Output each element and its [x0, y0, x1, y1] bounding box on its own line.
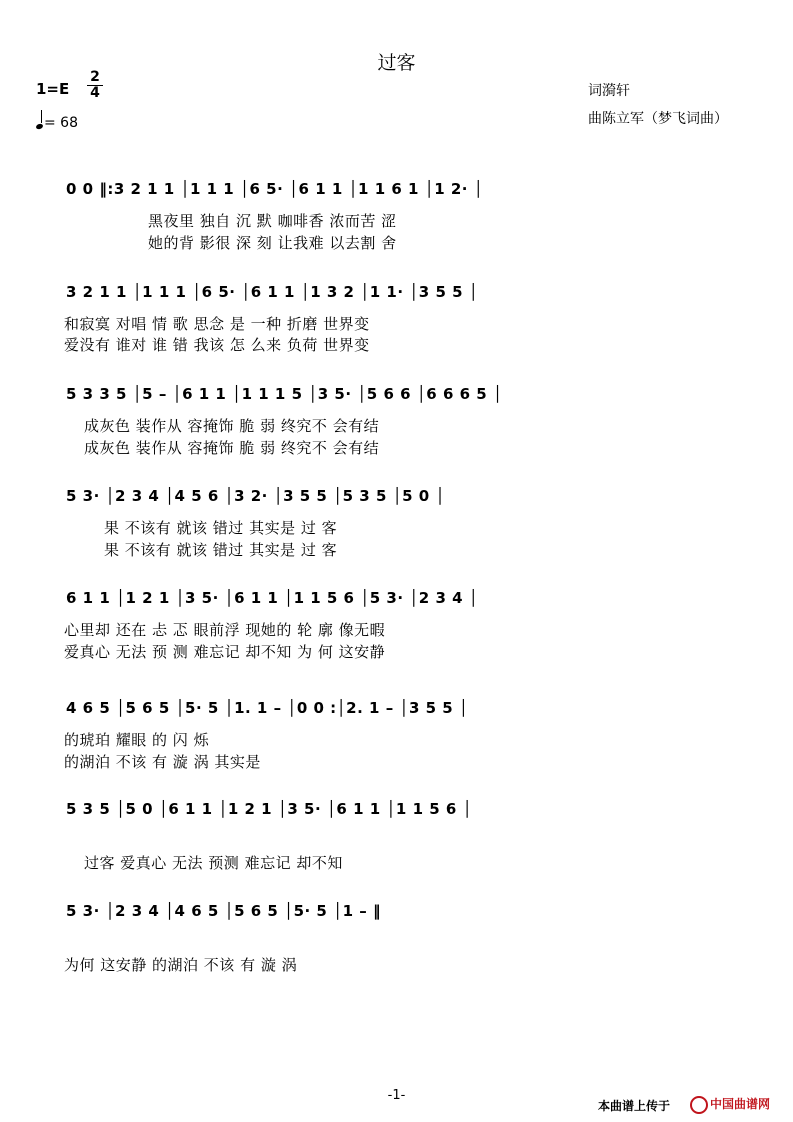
- lyric-line: 心里却 还在 忐 忑 眼前浮 现她的 轮 廓 像无暇: [64, 621, 386, 639]
- lyric-line: 和寂寞 对唱 情 歌 思念 是 一种 折磨 世界变: [64, 315, 370, 333]
- notation-line-8: [0, 902, 793, 932]
- lyric-line: 果 不该有 就该 错过 其实是 过 客: [104, 541, 338, 559]
- lyric-line: 的琥珀 耀眼 的 闪 烁: [64, 731, 210, 749]
- notation-line-4: [0, 487, 793, 517]
- key-signature: 1=E: [36, 80, 70, 98]
- tempo-marking: [36, 114, 78, 131]
- lyric-line: 她的背 影很 深 刻 让我难 以去割 舍: [148, 234, 397, 252]
- notes-text: 0 0 ‖:3 2 1 1 │1 1 1 │6 5· │6 1 1 │1 1 6 1 │1 2· │: [66, 180, 484, 198]
- notation-line-1: [0, 180, 793, 210]
- notes-text: 5 3· │2 3 4 │4 5 6 │3 2· │3 5 5 │5 3 5 │5 0 │: [66, 487, 445, 505]
- notes-text: 4 6 5 │5 6 5 │5· 5 │1. 1 – │0 0 :│2. 1 – │3 5 5 │: [66, 699, 469, 717]
- lyric-line: 爱没有 谁对 谁 错 我该 怎 么来 负荷 世界变: [64, 336, 370, 354]
- lyricist-credit: 词漪轩: [588, 83, 630, 99]
- notes-text: 5 3 5 │5 0 │6 1 1 │1 2 1 │3 5· │6 1 1 │1 1 5 6 │: [66, 800, 473, 818]
- song-title: 过客: [377, 52, 416, 74]
- site-name: 中国曲谱网: [710, 1097, 771, 1111]
- quarter-note-icon: [35, 123, 43, 130]
- site-logo-icon: [690, 1096, 708, 1114]
- tempo-value: = 68: [44, 115, 78, 131]
- lyric-line: 成灰色 装作从 容掩饰 脆 弱 终究不 会有结: [84, 417, 380, 435]
- notation-line-3: [0, 385, 793, 415]
- time-signature-top: 2: [90, 69, 100, 85]
- notes-text: 5 3 3 5 │5 – │6 1 1 │1 1 1 5 │3 5· │5 6 6 │6 6 6 5 │: [66, 385, 503, 403]
- composer-credit: 曲陈立军（梦飞词曲）: [588, 111, 728, 127]
- lyric-line: 成灰色 装作从 容掩饰 脆 弱 终究不 会有结: [84, 439, 380, 457]
- lyric-line: 果 不该有 就该 错过 其实是 过 客: [104, 519, 338, 537]
- notes-text: 3 2 1 1 │1 1 1 │6 5· │6 1 1 │1 3 2 │1 1· │3 5 5 │: [66, 283, 479, 301]
- notation-line-5: [0, 589, 793, 619]
- notation-line-7: [0, 800, 793, 830]
- notes-text: 6 1 1 │1 2 1 │3 5· │6 1 1 │1 1 5 6 │5 3· │2 3 4 │: [66, 589, 479, 607]
- upload-note: 本曲谱上传于: [598, 1099, 671, 1113]
- notation-line-2: [0, 283, 793, 313]
- lyric-line: 的湖泊 不该 有 漩 涡 其实是: [64, 753, 261, 771]
- time-signature-bottom: 4: [87, 85, 103, 101]
- lyric-line: 爱真心 无法 预 测 难忘记 却不知 为 何 这安静: [64, 643, 386, 661]
- lyric-line: 过客 爱真心 无法 预测 难忘记 却不知: [84, 854, 343, 872]
- site-logo: [690, 1095, 770, 1114]
- notation-line-6: [0, 699, 793, 729]
- page-number: -1-: [387, 1088, 406, 1103]
- notes-text: 5 3· │2 3 4 │4 6 5 │5 6 5 │5· 5 │1 – ‖: [66, 902, 382, 920]
- lyric-line: 黑夜里 独自 沉 默 咖啡香 浓而苦 涩: [148, 212, 397, 230]
- note-stem: [41, 110, 42, 123]
- lyric-line: 为何 这安静 的湖泊 不该 有 漩 涡: [64, 956, 298, 974]
- time-signature: [87, 70, 103, 101]
